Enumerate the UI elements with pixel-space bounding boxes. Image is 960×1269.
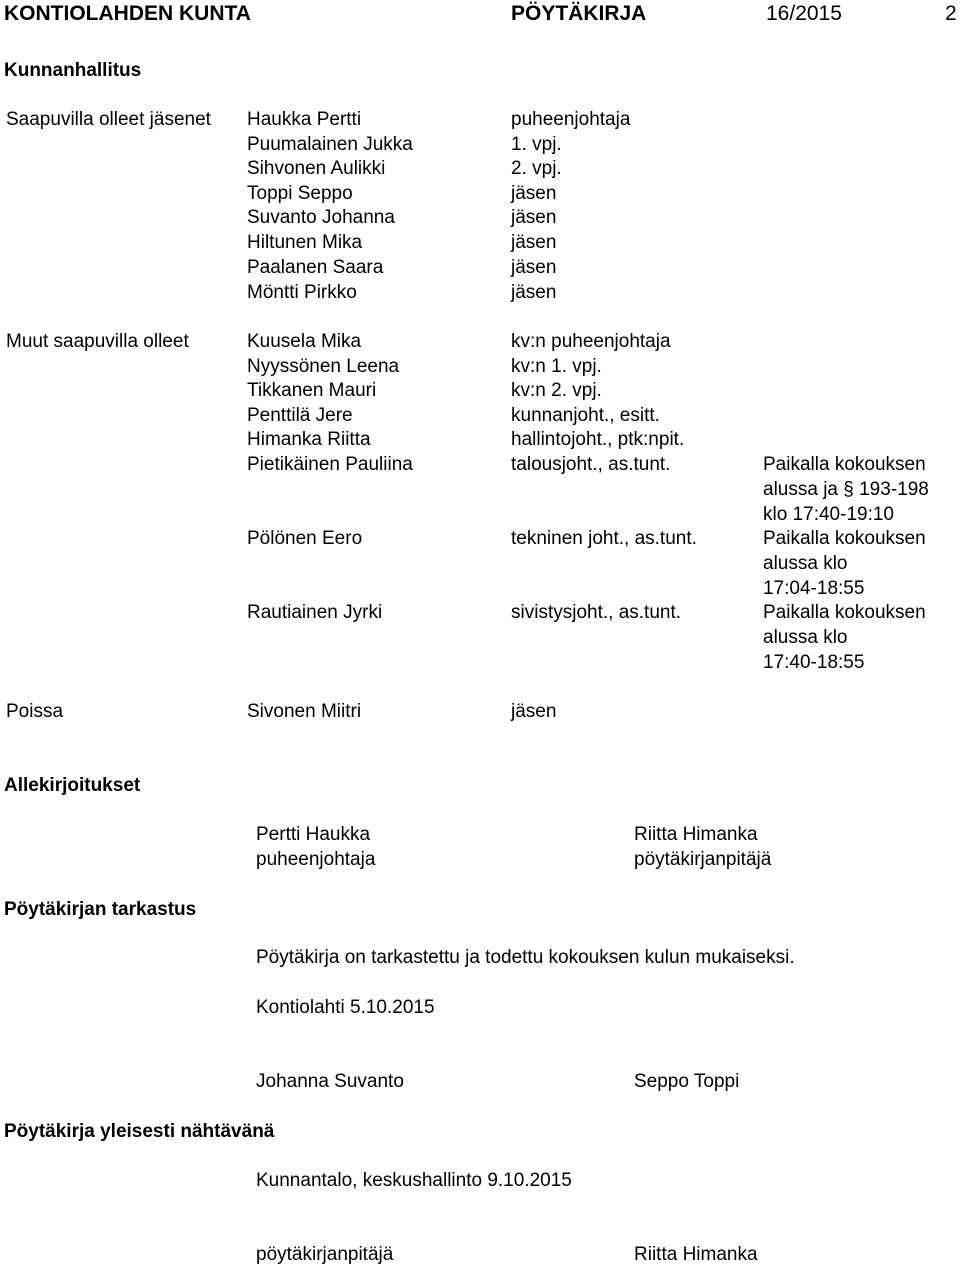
other-name: Pietikäinen Pauliina — [247, 454, 413, 475]
body-name: Kunnanhallitus — [4, 60, 142, 81]
signer-name: Riitta Himanka — [634, 824, 758, 845]
other-role: sivistysjoht., as.tunt. — [511, 602, 682, 623]
other-role: tekninen joht., as.tunt. — [511, 528, 697, 549]
review-statement: Pöytäkirja on tarkastettu ja todettu kokouksen kulun mukaiseksi. — [256, 947, 795, 968]
others-label: Muut saapuvilla olleet — [6, 331, 189, 352]
document-type: PÖYTÄKIRJA — [511, 2, 647, 25]
public-signer-role: pöytäkirjanpitäjä — [256, 1244, 394, 1265]
review-label: Pöytäkirjan tarkastus — [4, 899, 197, 920]
attendance-note: alussa klo — [763, 553, 848, 574]
member-role: 2. vpj. — [511, 158, 562, 179]
page-number: 2 — [945, 2, 957, 25]
signer-role: puheenjohtaja — [256, 849, 376, 870]
public-place-date: Kunnantalo, keskushallinto 9.10.2015 — [256, 1170, 572, 1191]
absent-name: Sivonen Miitri — [247, 701, 362, 722]
signer-role: pöytäkirjanpitäjä — [634, 849, 772, 870]
reviewer-name: Johanna Suvanto — [256, 1071, 404, 1092]
member-role: 1. vpj. — [511, 134, 562, 155]
member-name: Puumalainen Jukka — [247, 134, 413, 155]
review-place-date: Kontiolahti 5.10.2015 — [256, 997, 435, 1018]
member-role: jäsen — [511, 183, 557, 204]
member-name: Toppi Seppo — [247, 183, 353, 204]
attendance-note: Paikalla kokouksen — [763, 602, 926, 623]
reviewer-name: Seppo Toppi — [634, 1071, 740, 1092]
signatures-label: Allekirjoitukset — [4, 775, 141, 796]
member-role: jäsen — [511, 232, 557, 253]
member-name: Haukka Pertti — [247, 109, 362, 130]
signer-name: Pertti Haukka — [256, 824, 371, 845]
other-role: kv:n 2. vpj. — [511, 380, 602, 401]
member-name: Suvanto Johanna — [247, 207, 395, 228]
other-role: talousjoht., as.tunt. — [511, 454, 671, 475]
other-name: Kuusela Mika — [247, 331, 362, 352]
other-name: Tikkanen Mauri — [247, 380, 377, 401]
municipality-name: KONTIOLAHDEN KUNTA — [4, 2, 251, 25]
attendance-note: Paikalla kokouksen — [763, 528, 926, 549]
attendance-note: 17:40-18:55 — [763, 652, 865, 673]
member-role: jäsen — [511, 207, 557, 228]
other-name: Pölönen Eero — [247, 528, 363, 549]
member-name: Möntti Pirkko — [247, 282, 357, 303]
other-role: kv:n puheenjohtaja — [511, 331, 671, 352]
present-label: Saapuvilla olleet jäsenet — [6, 109, 211, 130]
absent-label: Poissa — [6, 701, 64, 722]
attendance-note: klo 17:40-19:10 — [763, 504, 894, 525]
attendance-note: Paikalla kokouksen — [763, 454, 926, 475]
member-name: Sihvonen Aulikki — [247, 158, 386, 179]
other-name: Himanka Riitta — [247, 429, 371, 450]
other-role: kv:n 1. vpj. — [511, 356, 602, 377]
member-role: puheenjohtaja — [511, 109, 631, 130]
public-signer-name: Riitta Himanka — [634, 1244, 758, 1265]
absent-role: jäsen — [511, 701, 557, 722]
other-role: kunnanjoht., esitt. — [511, 405, 660, 426]
public-label: Pöytäkirja yleisesti nähtävänä — [4, 1121, 275, 1142]
other-name: Nyyssönen Leena — [247, 356, 400, 377]
other-name: Rautiainen Jyrki — [247, 602, 383, 623]
attendance-note: alussa klo — [763, 627, 848, 648]
document-number: 16/2015 — [766, 2, 842, 25]
member-role: jäsen — [511, 257, 557, 278]
attendance-note: alussa ja § 193-198 — [763, 479, 929, 500]
member-name: Hiltunen Mika — [247, 232, 363, 253]
other-name: Penttilä Jere — [247, 405, 353, 426]
attendance-note: 17:04-18:55 — [763, 578, 865, 599]
member-name: Paalanen Saara — [247, 257, 384, 278]
other-role: hallintojoht., ptk:npit. — [511, 429, 685, 450]
member-role: jäsen — [511, 282, 557, 303]
